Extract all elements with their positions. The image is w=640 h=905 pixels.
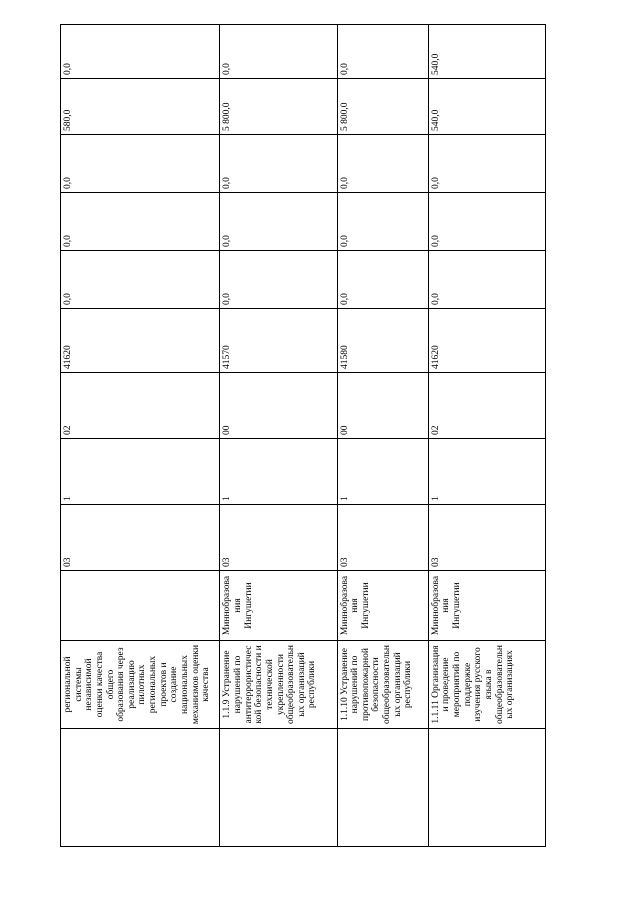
responsible-cell: Миннобразования Ингушетии — [220, 571, 337, 641]
value-cell: 0,0 — [220, 251, 337, 309]
empty-cell — [337, 729, 428, 847]
value-cell: 0,0 — [220, 135, 337, 193]
table-row — [337, 25, 428, 847]
value-cell: 580,0 — [61, 79, 220, 135]
value-cell: 0,0 — [428, 135, 545, 193]
value-cell: 0,0 — [337, 135, 428, 193]
responsible-cell — [61, 571, 220, 641]
value-cell: 0,0 — [428, 251, 545, 309]
value-cell: 5 800,0 — [337, 79, 428, 135]
table-row — [220, 25, 337, 847]
table-row — [61, 25, 220, 847]
value-cell: 0,0 — [337, 251, 428, 309]
code-pp-cell: 1 — [428, 439, 545, 505]
code-pp-cell: 1 — [61, 439, 220, 505]
code-gp-cell: 03 — [61, 505, 220, 571]
table-row — [428, 25, 545, 847]
empty-cell — [61, 729, 220, 847]
code-om-cell: 00 — [337, 373, 428, 439]
value-cell: 0,0 — [337, 193, 428, 251]
code-om-cell: 02 — [428, 373, 545, 439]
code-gp-cell: 03 — [220, 505, 337, 571]
description-cell: 1.1.11 Организация и проведение мероприятий по поддержке изучения русского языка в общеобразовательных организациях — [428, 641, 545, 729]
value-cell: 540,0 — [428, 79, 545, 135]
value-cell: 0,0 — [337, 25, 428, 79]
description-cell: региональной системы независимой оценки качества общего образования через реализацию пилотных региональных проектов и создание национальных механизмов оценки качества — [61, 641, 220, 729]
value-cell: 0,0 — [220, 25, 337, 79]
code-direction-cell: 41580 — [337, 309, 428, 373]
budget-table — [60, 24, 546, 847]
value-cell: 0,0 — [428, 193, 545, 251]
code-om-cell: 02 — [61, 373, 220, 439]
responsible-cell: Миннобразования Ингушетии — [337, 571, 428, 641]
description-cell: 1.1.9 Устранение нарушений по антитеррористической безопасности и технической укрепленности общеобразовательных организаций республики — [220, 641, 337, 729]
description-cell: 1.1.10 Устранение нарушений по противопожарной безопасности общеобразовательных организаций республики — [337, 641, 428, 729]
rotated-table-container — [60, 25, 546, 847]
code-gp-cell: 03 — [337, 505, 428, 571]
value-cell: 0,0 — [61, 135, 220, 193]
table-body — [61, 25, 546, 847]
code-om-cell: 00 — [220, 373, 337, 439]
empty-cell — [428, 729, 545, 847]
responsible-cell: Миннобразования Ингушетии — [428, 571, 545, 641]
empty-cell — [220, 729, 337, 847]
value-cell: 0,0 — [220, 193, 337, 251]
code-direction-cell: 41620 — [61, 309, 220, 373]
value-cell: 0,0 — [61, 251, 220, 309]
value-cell: 0,0 — [61, 25, 220, 79]
code-direction-cell: 41570 — [220, 309, 337, 373]
code-pp-cell: 1 — [220, 439, 337, 505]
value-cell: 0,0 — [61, 193, 220, 251]
code-gp-cell: 03 — [428, 505, 545, 571]
value-cell: 540,0 — [428, 25, 545, 79]
code-pp-cell: 1 — [337, 439, 428, 505]
value-cell: 5 800,0 — [220, 79, 337, 135]
code-direction-cell: 41620 — [428, 309, 545, 373]
